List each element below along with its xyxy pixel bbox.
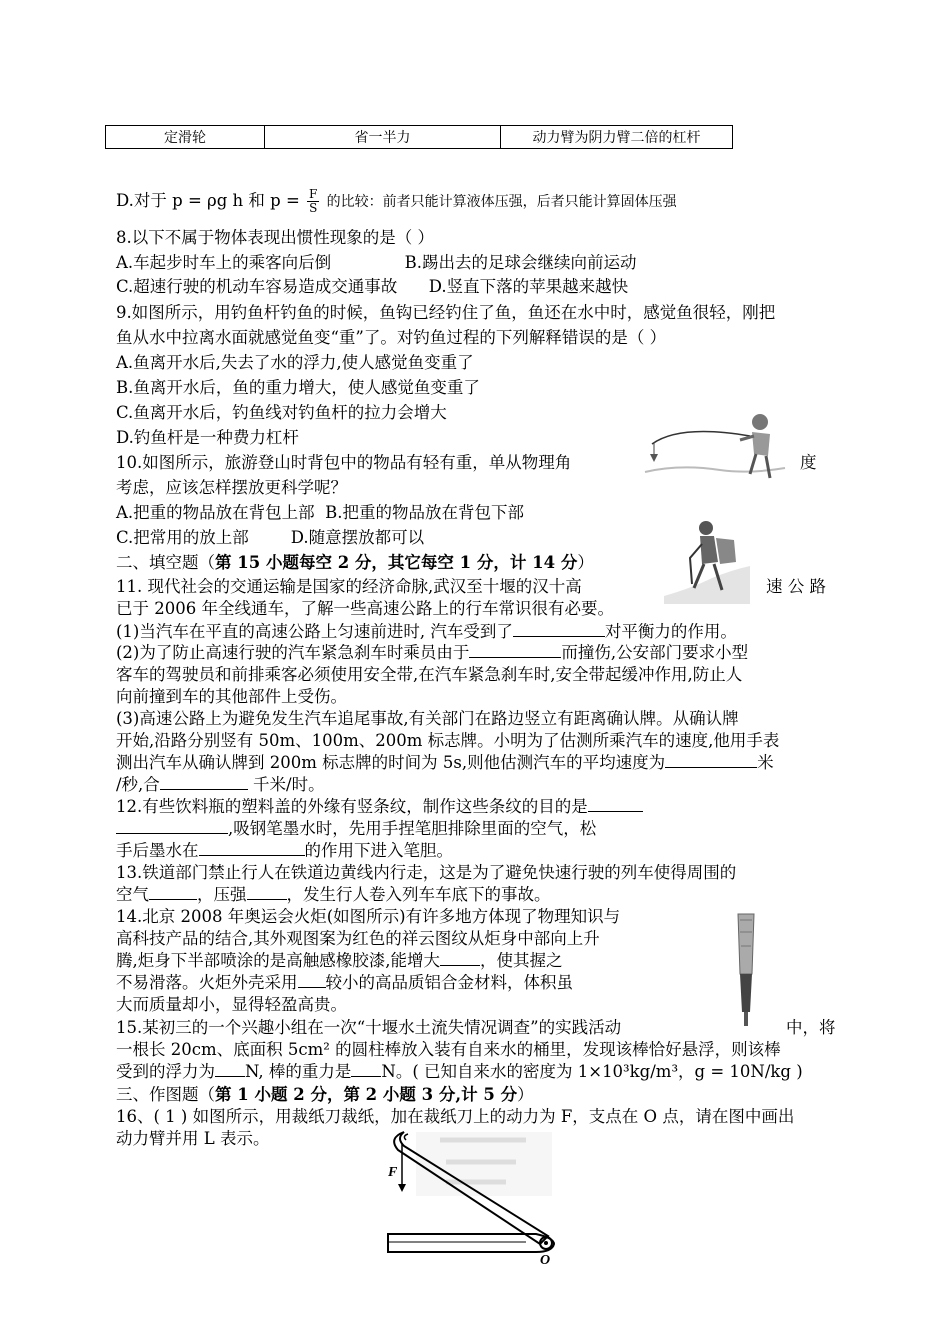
answer-blank[interactable] bbox=[351, 1076, 381, 1077]
answer-blank[interactable] bbox=[665, 767, 757, 768]
question-12-line-2 bbox=[116, 818, 596, 839]
q14-text-4b: 较小的高品质铝合金材料，体积虽 bbox=[325, 973, 573, 992]
question-11-part-1 bbox=[116, 621, 737, 642]
q13-text-b: ，压强 bbox=[197, 885, 247, 904]
question-9-option-b: B.鱼离开水后，鱼的重力增大，使人感觉鱼变重了 bbox=[116, 378, 480, 397]
question-11-line-6: 向前撞到车的其他部件上受伤。 bbox=[116, 687, 347, 706]
question-8: 8.以下不属于物体表现出惯性现象的是（ ） bbox=[116, 228, 434, 247]
table-cell: 定滑轮 bbox=[106, 126, 265, 149]
q11-part3-cont-unit: 千米/时。 bbox=[247, 775, 325, 794]
question-14-line-2: 高科技产品的结合,其外观图案为红色的祥云图纹从炬身中部向上升 bbox=[116, 929, 600, 948]
q12-text-2: ,吸钢笔墨水时，先用手捏笔胆排除里面的空气，松 bbox=[228, 819, 597, 838]
question-9-line-1: 9.如图所示，用钓鱼杆钓鱼的时候，鱼钩已经钓住了鱼，鱼还在水中时，感觉鱼很轻，刚把 bbox=[116, 303, 776, 322]
q13-text-c: ，发生行人卷入列车车底下的事故。 bbox=[286, 885, 551, 904]
question-11-part-2 bbox=[116, 642, 748, 663]
question-11-part-3 bbox=[116, 752, 774, 773]
q15-text-b: N, 棒的重力是 bbox=[245, 1062, 352, 1081]
q12-text-3-end: 的作用下进入笔胆。 bbox=[304, 841, 453, 860]
answer-blank[interactable] bbox=[469, 657, 561, 658]
section-3-prefix: 三、作图题（ bbox=[116, 1085, 215, 1104]
fraction-denominator: S bbox=[309, 201, 318, 215]
question-15-line-1: 15.某初三的一个兴趣小组在一次“十堰水土流失情况调查”的实践活动 bbox=[116, 1018, 622, 1037]
answer-blank[interactable] bbox=[247, 899, 287, 900]
question-11-line-7: (3)高速公路上为避免发生汽车追尾事故,有关部门在路边竖立有距离确认牌。从确认牌 bbox=[116, 709, 739, 728]
fraction-f-over-s bbox=[307, 188, 319, 215]
answer-blank[interactable] bbox=[215, 1076, 245, 1077]
question-15-line-3 bbox=[116, 1061, 803, 1082]
answer-blank[interactable] bbox=[588, 811, 643, 812]
section-3-heading bbox=[116, 1084, 534, 1105]
q15-text-a: 受到的浮力为 bbox=[116, 1062, 215, 1081]
question-11-line-1: 11. 现代社会的交通运输是国家的经济命脉,武汉至十堰的汉十高 bbox=[116, 577, 582, 596]
q11-part1-text: (1)当汽车在平直的高速公路上匀速前进时, 汽车受到了 bbox=[116, 622, 513, 641]
question-16-line-1: 16、( 1 ) 如图所示，用裁纸刀裁纸，加在裁纸刀上的动力为 F，支点在 O 点，请在图中画出 bbox=[116, 1107, 795, 1126]
question-15-line-2: 一根长 20cm、底面积 5cm² 的圆柱棒放入装有自来水的桶里，发现该棒恰好悬浮，则该棒 bbox=[116, 1040, 781, 1059]
question-10-line-1-end: 度 bbox=[800, 453, 817, 472]
table-cell: 动力臂为阴力臂二倍的杠杆 bbox=[501, 126, 733, 149]
q11-part2-text: (2)为了防止高速行驶的汽车紧急刹车时乘员由于 bbox=[116, 643, 470, 662]
question-13-line-2 bbox=[116, 884, 551, 905]
q11-part1-end: 对平衡力的作用。 bbox=[604, 622, 737, 641]
question-11-line-2: 已于 2006 年全线通车，了解一些高速公路上的行车常识很有必要。 bbox=[116, 599, 614, 618]
question-15-line-1-end: 中，将 bbox=[786, 1018, 836, 1037]
comparison-table bbox=[105, 125, 733, 149]
q12-text-3: 手后墨水在 bbox=[116, 841, 199, 860]
question-16-line-2: 动力臂并用 L 表示。 bbox=[116, 1129, 270, 1148]
section-2-suffix: ） bbox=[577, 553, 594, 572]
question-8-options-cd: C.超速行驶的机动车容易造成交通事故 D.竖直下落的苹果越来越快 bbox=[116, 277, 629, 296]
section-3-suffix: ） bbox=[517, 1085, 534, 1104]
question-11-line-8: 开始,沿路分别竖有 50m、100m、200m 标志牌。小明为了估测所乘汽车的速度,他用手表 bbox=[116, 731, 780, 750]
q11-part2-end: 而撞伤,公安部门要求小型 bbox=[561, 643, 749, 662]
force-label: F bbox=[388, 1165, 398, 1180]
section-2-prefix: 二、填空题（ bbox=[116, 553, 215, 572]
hiker-figure bbox=[662, 518, 752, 604]
paper-cutter-figure bbox=[376, 1126, 566, 1266]
question-13-line-1: 13.铁道部门禁止行人在铁道边黄线内行走，这是为了避免快速行驶的列车使得周围的 bbox=[116, 863, 737, 882]
q11-part3-cont-text: /秒,合 bbox=[116, 775, 160, 794]
answer-blank[interactable] bbox=[199, 855, 305, 856]
question-10-options-ab: A.把重的物品放在背包上部 B.把重的物品放在背包下部 bbox=[116, 503, 525, 522]
question-10-options-cd: C.把常用的放上部 D.随意摆放都可以 bbox=[116, 528, 425, 547]
fishing-figure bbox=[640, 404, 790, 484]
question-11-line-1-end: 速 公 路 bbox=[766, 577, 826, 596]
question-12-line-1 bbox=[116, 796, 643, 817]
question-9-option-c: C.鱼离开水后，钓鱼线对钓鱼杆的拉力会增大 bbox=[116, 403, 447, 422]
question-14-line-1: 14.北京 2008 年奥运会火炬(如图所示)有许多地方体现了物理知识与 bbox=[116, 907, 621, 926]
question-10-line-2: 考虑，应该怎样摆放更科学呢？ bbox=[116, 478, 347, 497]
torch-figure bbox=[726, 912, 766, 1028]
q14-text-4a: 不易滑落。火炬外壳采用 bbox=[116, 973, 298, 992]
option-d-suffix: 的比较：前者只能计算液体压强，后者只能计算固体压强 bbox=[326, 194, 677, 210]
question-9-option-d: D.钓鱼杆是一种费力杠杆 bbox=[116, 428, 299, 447]
question-8-options-ab: A.车起步时车上的乘客向后倒 B.踢出去的足球会继续向前运动 bbox=[116, 253, 637, 272]
question-14-line-4 bbox=[116, 972, 573, 993]
answer-blank[interactable] bbox=[116, 833, 228, 834]
section-2-heading bbox=[116, 552, 594, 573]
question-14-line-5: 大而质量却小，显得轻盈高贵。 bbox=[116, 995, 347, 1014]
question-11-line-5: 客车的驾驶员和前排乘客必须使用安全带,在汽车紧急刹车时,安全带起缓冲作用,防止人 bbox=[116, 665, 743, 684]
question-14-line-3 bbox=[116, 950, 563, 971]
section-3-scoring: 第 1 小题 2 分，第 2 小题 3 分,计 5 分 bbox=[215, 1085, 518, 1104]
option-d-line bbox=[116, 188, 677, 215]
q13-text-a: 空气 bbox=[116, 885, 149, 904]
question-10-line-1: 10.如图所示，旅游登山时背包中的物品有轻有重，单从物理角 bbox=[116, 453, 572, 472]
fraction-numerator: F bbox=[309, 187, 318, 201]
table-row bbox=[106, 126, 733, 149]
q11-part3-text: 测出汽车从确认牌到 200m 标志牌的时间为 5s,则他估测汽车的平均速度为 bbox=[116, 753, 666, 772]
answer-blank[interactable] bbox=[160, 789, 248, 790]
q12-text: 12.有些饮料瓶的塑料盖的外缘有竖条纹，制作这些条纹的目的是 bbox=[116, 797, 588, 816]
answer-blank[interactable] bbox=[513, 636, 605, 637]
q11-part3-unit: 米 bbox=[757, 753, 774, 772]
answer-blank[interactable] bbox=[298, 987, 326, 988]
q14-text-3a: 腾,炬身下半部喷涂的是高触感橡胶漆,能增大 bbox=[116, 951, 440, 970]
section-2-scoring: 第 15 小题每空 2 分，其它每空 1 分，计 14 分 bbox=[215, 553, 578, 572]
answer-blank[interactable] bbox=[149, 899, 197, 900]
table-cell: 省一半力 bbox=[265, 126, 501, 149]
option-d-prefix: D.对于 p = ρg h 和 p = bbox=[116, 191, 300, 210]
question-12-line-3 bbox=[116, 840, 453, 861]
answer-blank[interactable] bbox=[440, 965, 480, 966]
q15-text-c: N。( 已知自来水的密度为 1×10³kg/m³，g = 10N/kg ) bbox=[381, 1062, 803, 1081]
question-9-line-2: 鱼从水中拉离水面就感觉鱼变“重”了。对钓鱼过程的下列解释错误的是（ ） bbox=[116, 328, 667, 347]
q14-text-3b: ，使其握之 bbox=[480, 951, 563, 970]
question-9-option-a: A.鱼离开水后,失去了水的浮力,使人感觉鱼变重了 bbox=[116, 353, 474, 372]
question-11-part-3-cont bbox=[116, 774, 325, 795]
pivot-label: O bbox=[540, 1253, 551, 1266]
